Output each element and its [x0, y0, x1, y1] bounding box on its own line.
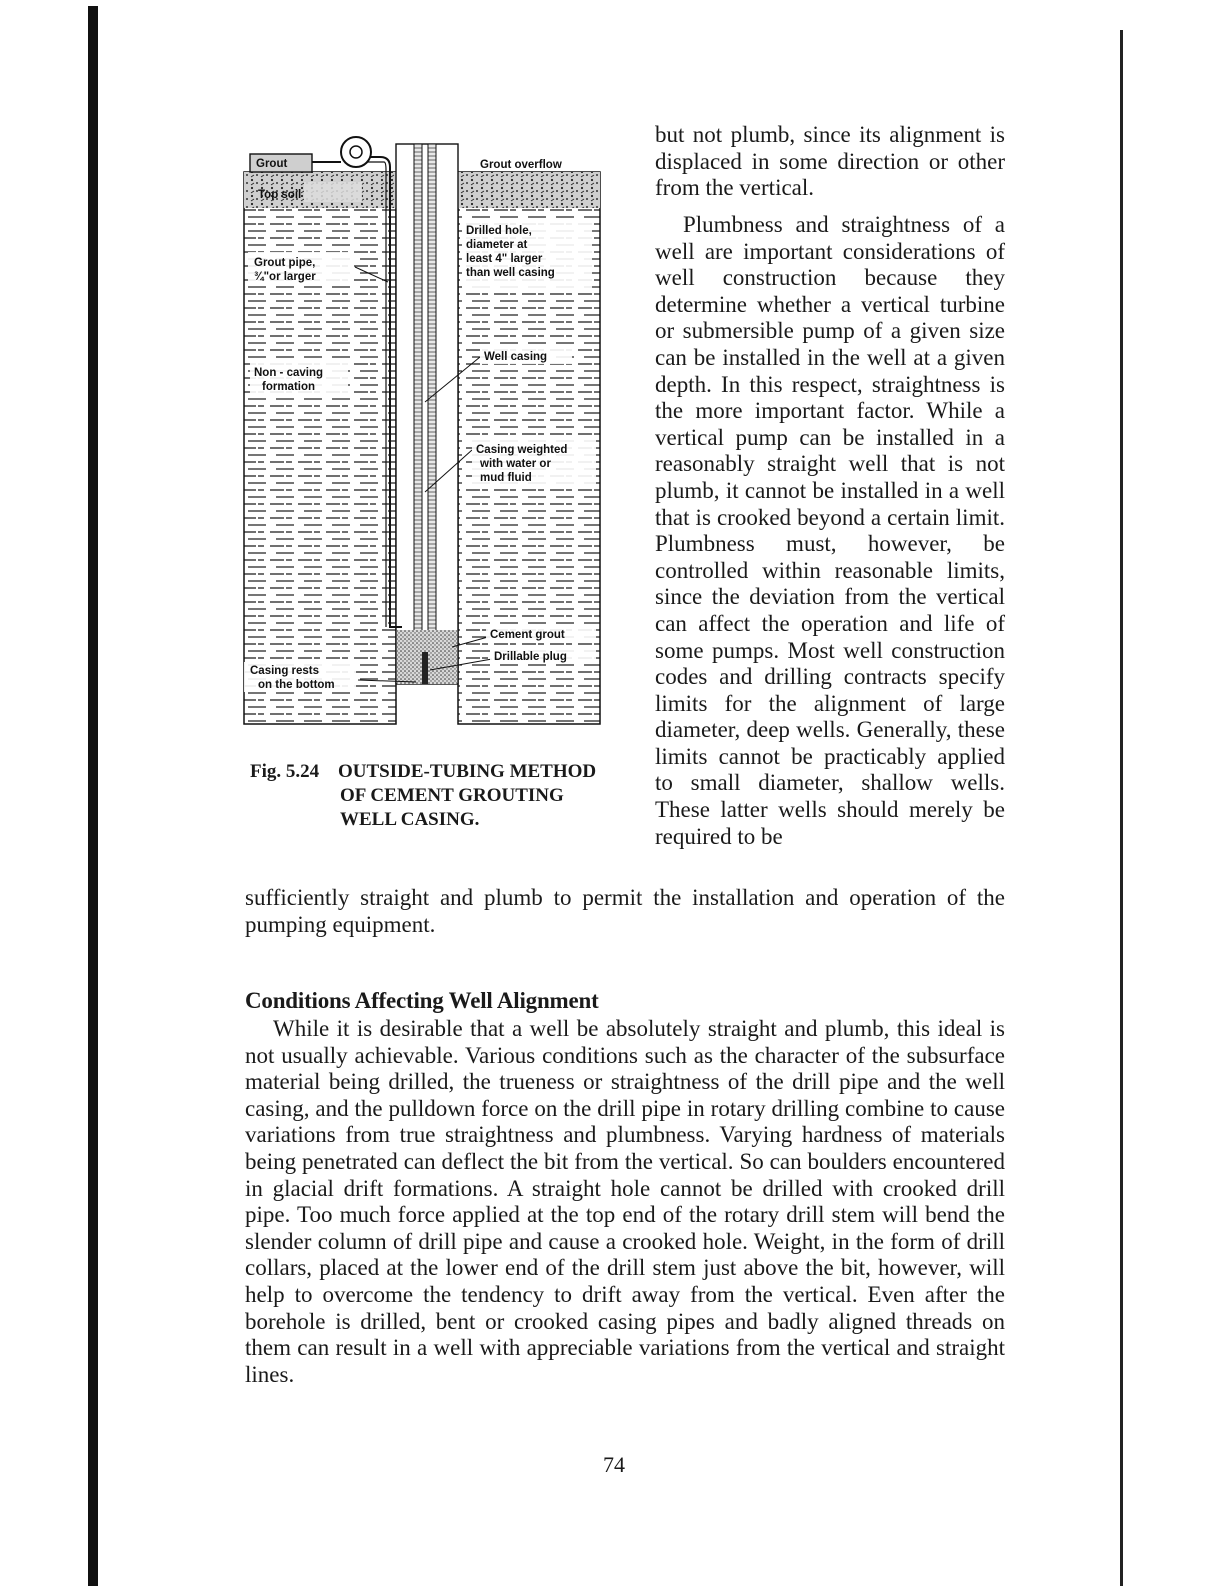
label-casing-weighted-3: mud fluid: [480, 472, 532, 484]
label-top-soil: Top soil: [258, 189, 302, 201]
label-casing-rests-2: on the bottom: [258, 679, 335, 691]
drilled-hole: [396, 144, 458, 684]
caption-line-2: OF CEMENT GROUTING: [340, 785, 564, 806]
casing-wall-left: [414, 144, 422, 684]
label-grout: Grout: [256, 158, 288, 170]
well-diagram: [240, 122, 605, 732]
scan-edge-left: [88, 6, 98, 1586]
paragraph-2: Plumbness and straightness of a well are important considerations of well construction because they determine whether a vertical turbine or submersible pump of a given size can be installed in the well at a given depth. In this respect, straightness is the more important factor. While a vertical pump can be installed in a reasonably straight well that is not plumb, it cannot be installed in a well that is crooked beyond a certain limit. Plumbness must, however, be controlled within reasonable limits, since the deviation from the vertical can affect the operation and life of some pumps. Most well construction codes and drilling contracts specify limits for the alignment of large diameter, deep wells. Generally, these limits cannot be practicably applied to small diameter, shallow wells. These latter wells should merely be required to be: [655, 212, 1005, 849]
page-number: 74: [603, 1452, 625, 1477]
figure-caption: [250, 760, 610, 832]
label-non-caving-2: formation: [262, 381, 316, 393]
top-soil-right: [458, 172, 600, 208]
label-cement-grout: Cement grout: [490, 629, 565, 641]
label-drillable-plug: Drillable plug: [494, 651, 567, 663]
label-casing-weighted-2: with water or: [480, 458, 551, 470]
label-grout-overflow: Grout overflow: [480, 159, 562, 171]
scan-edge-right: [1120, 30, 1123, 1586]
caption-line-3: WELL CASING.: [340, 809, 480, 830]
label-non-caving-1: Non - caving: [254, 367, 324, 379]
label-drilled-hole-2: diameter at: [466, 239, 528, 251]
caption-line-1: OUTSIDE-TUBING METHOD: [338, 761, 597, 782]
label-grout-pipe-1: Grout pipe,: [254, 257, 316, 269]
label-grout-pipe-2: ¾"or larger: [254, 271, 316, 283]
label-drilled-hole-3: least 4" larger: [466, 253, 543, 265]
section-heading: Conditions Affecting Well Alignment: [245, 988, 599, 1013]
casing-wall-right: [428, 144, 436, 684]
paragraph-2-continued: sufficiently straight and plumb to permit the installation and operation of the pumping equipment.: [245, 885, 1005, 937]
label-casing-rests-1: Casing rests: [250, 665, 320, 677]
well-grouting-figure: [240, 122, 605, 732]
drillable-plug-shape: [422, 652, 428, 684]
caption-number: Fig. 5.24: [250, 761, 320, 782]
label-drilled-hole-1: Drilled hole,: [466, 225, 532, 237]
label-casing-weighted-1: Casing weighted: [476, 444, 568, 456]
label-drilled-hole-4: than well casing: [466, 267, 555, 279]
label-well-casing: Well casing: [484, 351, 548, 363]
paragraph-3: While it is desirable that a well be absolutely straight and plumb, this ideal is not usually achievable. Various conditions such as the character of the subsurface material being drilled, the trueness or straightness of the drill pipe and the well casing, and the pulldown force on the drill pipe in rotary drilling combine to cause variations from true straightness and plumbness. Varying hardness of materials being penetrated can deflect the bit from the vertical. So can boulders encountered in glacial drift formations. A straight hole cannot be drilled with crooked drill pipe. Too much force applied at the top end of the rotary drill stem will bend the slender column of drill pipe and cause a crooked hole. Weight, in the form of drill collars, placed at the lower end of the drill stem just above the bit, however, will help to overcome the tendency to drift away from the vertical. Even after the borehole is drilled, bent or crooked casing pipes and badly aligned threads on them can result in a well with appreciable variations from the vertical and straight lines.: [245, 1016, 1005, 1387]
paragraph-1: but not plumb, since its alignment is displaced in some direction or other from the vertical.: [655, 122, 1005, 201]
